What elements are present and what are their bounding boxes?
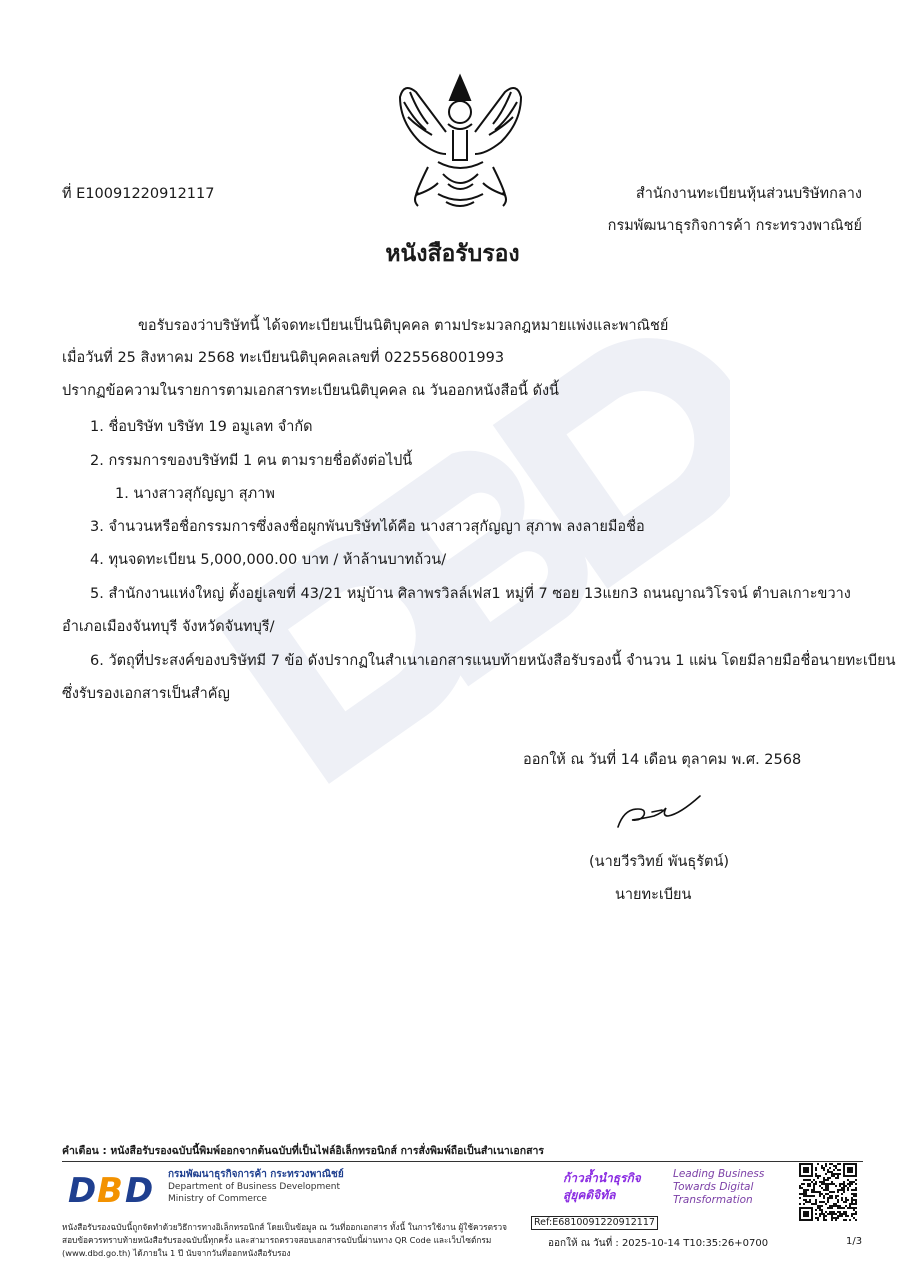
issued-date: ออกให้ ณ วันที่ 14 เดือน ตุลาคม พ.ศ. 2568 [523,752,802,768]
list-item-registered-capital: 4. ทุนจดทะเบียน 5,000,000.00 บาท / ห้าล้านบาทถ้วน/ [90,552,447,568]
list-item-company-name: 1. ชื่อบริษัท บริษัท 19 อมูเลท จำกัด [90,419,313,435]
document-number: ที่ E10091220912117 [62,186,215,202]
footer-divider [62,1161,863,1162]
page-title: หนังสือรับรอง [385,241,520,267]
list-item-head-office: 5. สำนักงานแห่งใหญ่ ตั้งอยู่เลขที่ 43/21 หมู่บ้าน ศิลาพรวิลล์เฟส1 หมู่ที่ 7 ซอย 13แยก3 ถนนญาณวิโรจน์ ตำบลเกาะขวาง [90,586,851,602]
list-item-directors: 2. กรรมการของบริษัทมี 1 คน ตามรายชื่อดังต่อไปนี้ [90,453,413,469]
body-paragraph-line: ขอรับรองว่าบริษัทนี้ ได้จดทะเบียนเป็นนิติบุคคล ตามประมวลกฎหมายแพ่งและพาณิชย์ [138,318,669,334]
svg-text:D: D [68,1171,97,1210]
footer-disclaimer: หนังสือรับรองฉบับนี้ถูกจัดทำด้วยวิธีการทางอิเล็กทรอนิกส์ โดยเป็นข้อมูล ณ วันที่ออกเอกสาร ทั้งนี้ ในการใช้งาน ผู้ใช้ควรตรวจสอบข้อควรทราบท้ายหนังสือรับรองฉบับนี้ทุกครั้ง และสามารถตรวจสอบเอกสารฉบับนี้ผ่านทาง QR Code และเว็บไซต์กรม (www.dbd.go.th) ได้ภายใน 1 ปี นับจากวันที่ออกหนังสือรับรอง [62,1222,507,1258]
garuda-emblem-icon [398,72,523,216]
registrar-name: (นายวีรวิทย์ พันธุรัตน์) [589,854,730,870]
slogan-english: Leading Business Towards Digital Transformation [673,1168,765,1206]
list-item-objectives: 6. วัตถุที่ประสงค์ของบริษัทมี 7 ข้อ ดังปรากฏในสำเนาเอกสารแนบท้ายหนังสือรับรองนี้ จำนวน 1 แผ่น โดยมีลายมือชื่อนายทะเบียน [90,653,896,669]
svg-text:B: B [97,1171,123,1210]
signature-mark-icon [614,792,704,836]
slogan-thai: ก้าวล้ำนำธุรกิจ สู่ยุคดิจิทัล [563,1171,641,1202]
list-item-head-office-cont: อำเภอเมืองจันทบุรี จังหวัดจันทบุรี/ [62,619,275,635]
reference-number: Ref:E6810091220912117 [531,1216,658,1230]
body-paragraph-line: ปรากฏข้อความในรายการตามเอกสารทะเบียนนิติบุคคล ณ วันออกหนังสือนี้ ดังนี้ [62,383,559,399]
registrar-position: นายทะเบียน [615,887,692,903]
dbd-logo [66,1168,344,1214]
footer-warning: คำเตือน : หนังสือรับรองฉบับนี้พิมพ์ออกจากต้นฉบับที่เป็นไฟล์อิเล็กทรอนิกส์ การสั่งพิมพ์ถือเป็นสำเนาเอกสาร [62,1145,545,1157]
qr-code-icon[interactable] [799,1163,857,1225]
body-paragraph-line: เมื่อวันที่ 25 สิงหาคม 2568 ทะเบียนนิติบุคคลเลขที่ 0225568001993 [62,350,505,366]
dbd-name-english: Department of Business Development [168,1182,340,1192]
dbd-ministry-english: Ministry of Commerce [168,1194,267,1204]
dbd-logo-icon [66,1168,162,1214]
list-item-objectives-cont: ซึ่งรับรองเอกสารเป็นสำคัญ [62,686,230,702]
issued-timestamp: ออกให้ ณ วันที่ : 2025-10-14 T10:35:26+0700 [548,1238,769,1249]
issuing-department: กรมพัฒนาธุรกิจการค้า กระทรวงพาณิชย์ [607,218,862,234]
svg-text:D: D [125,1171,154,1210]
page-number: 1/3 [846,1236,863,1247]
list-item-director-name: 1. นางสาวสุกัญญา สุภาพ [115,486,275,502]
list-item-authorized-signatory: 3. จำนวนหรือชื่อกรรมการซึ่งลงชื่อผูกพันบริษัทได้คือ นางสาวสุกัญญา สุภาพ ลงลายมือชื่อ [90,519,645,535]
dbd-name-thai: กรมพัฒนาธุรกิจการค้า กระทรวงพาณิชย์ [168,1169,344,1180]
issuing-office: สำนักงานทะเบียนหุ้นส่วนบริษัทกลาง [635,186,862,202]
